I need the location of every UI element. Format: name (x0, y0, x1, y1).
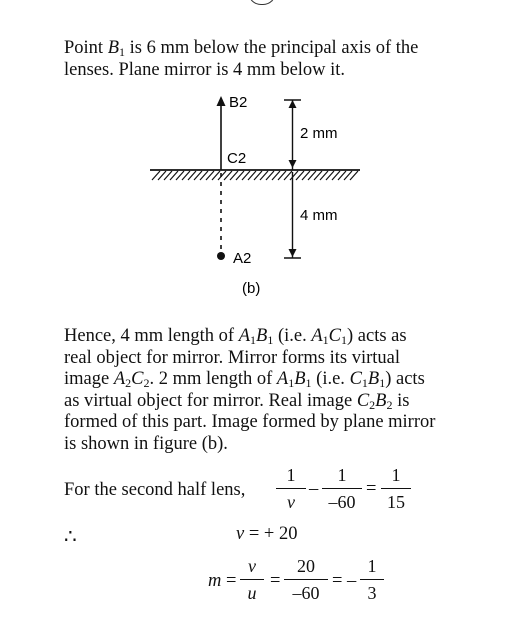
equation1-minus: – (309, 479, 319, 499)
equation2-eq2: = (270, 571, 281, 591)
dimension-upper-arrow-down (289, 160, 297, 168)
equation2-fraction-2: 20 –60 (284, 556, 328, 604)
body-line-5: formed of this part. Image formed by plane mirror (64, 412, 436, 432)
equation2-eq1: = (226, 571, 237, 591)
body-line-6: is shown in figure (b). (64, 433, 228, 454)
label-4mm: 4 mm (300, 207, 338, 224)
equation1-fraction-2: 1 –60 (322, 465, 362, 513)
dimension-lower-arrow-down (289, 249, 297, 257)
equation2-eq3: = – (332, 571, 357, 591)
equation2-fraction-1: v u (240, 556, 264, 604)
figure-caption: (b) (242, 280, 261, 297)
image-arrowhead (217, 96, 226, 106)
body-paragraph (64, 326, 494, 455)
label-b2: B2 (229, 94, 248, 111)
body-line-2: real object for mirror. Mirror forms its virtual (64, 347, 400, 368)
mirror-hatching (152, 171, 358, 180)
point-a2-dot (217, 252, 225, 260)
therefore-symbol: ∴ (64, 526, 77, 548)
body-line-1: Hence, 4 mm length of $A_1B_1$ (i.e. $A_1C_1$) acts as (64, 326, 407, 347)
dimension-upper-arrow-up (289, 100, 297, 108)
equation1-equals: = (366, 479, 377, 499)
equation1-fraction-3: 1 15 (381, 465, 411, 513)
equation1-fraction-1: 1 v (276, 465, 306, 513)
equation2-m: m (208, 571, 222, 591)
body-line-3: image $A_2C_2$. 2 mm length of $A_1B_1$ (i.e. $C_1B_1$) acts (64, 369, 425, 390)
label-2mm: 2 mm (300, 125, 338, 142)
result-v: v = + 20 (236, 524, 298, 544)
intro-line-1: Point $B_1$ is 6 mm below the principal axis of the (64, 38, 419, 59)
label-c2: C2 (227, 150, 247, 167)
body-line-4: as virtual object for mirror. Real image $C_2B_2$ is (64, 390, 410, 412)
equation2-fraction-3: 1 3 (360, 556, 384, 604)
label-a2: A2 (233, 250, 252, 267)
intro-line-2: lenses. Plane mirror is 4 mm below it. (64, 59, 346, 80)
equation1-lead: For the second half lens, (64, 480, 246, 500)
